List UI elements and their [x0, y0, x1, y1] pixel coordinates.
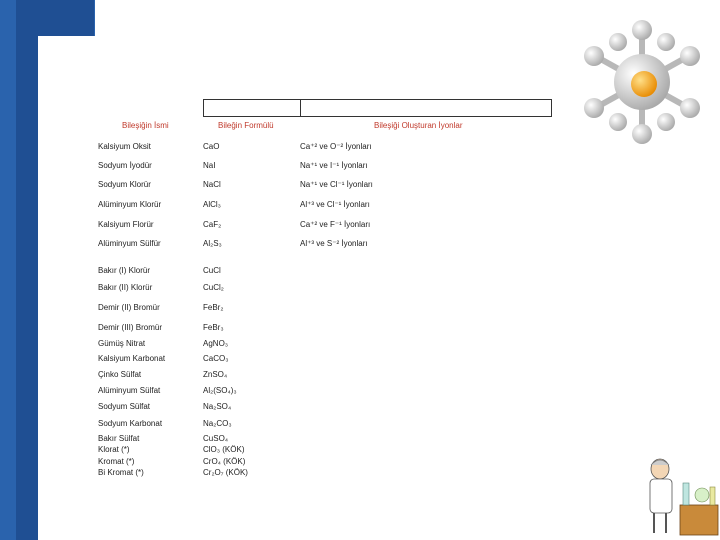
row-ions: Al⁺³ ve S⁻² İyonları: [300, 239, 368, 248]
header-compound-name: Bileşiğin İsmi: [122, 121, 169, 130]
row-formula: CuCl₂: [203, 283, 224, 292]
row-formula: CaO: [203, 142, 220, 151]
scientist-illustration: [640, 455, 720, 540]
row-name: Kalsiyum Florür: [98, 220, 154, 229]
row-formula: Na₂SO₄: [203, 402, 232, 411]
row-formula: NaI: [203, 161, 216, 170]
final-formula: CuSO₄: [203, 434, 229, 443]
table-header-divider: [300, 99, 301, 117]
row-formula: AlCl₃: [203, 200, 221, 209]
row-formula: FeBr₃: [203, 323, 224, 332]
row-formula: ZnSO₄: [203, 370, 228, 379]
row-formula: CaF₂: [203, 220, 222, 229]
final-formula: ClO₃ (KÖK): [203, 445, 245, 454]
final-formula: Cr₂O₇ (KÖK): [203, 468, 248, 477]
header-ions: Bileşiği Oluşturan İyonlar: [374, 121, 463, 130]
row-name: Alüminyum Sülfür: [98, 239, 161, 248]
final-name: Kromat (*): [98, 457, 135, 466]
row-name: Alüminyum Sülfat: [98, 386, 161, 395]
final-formula: CrO₄ (KÖK): [203, 457, 246, 466]
table-header-box: [203, 99, 552, 117]
row-formula: Na₂CO₃: [203, 419, 232, 428]
row-ions: Ca⁺² ve O⁻² İyonları: [300, 142, 372, 151]
row-name: Çinko Sülfat: [98, 370, 142, 379]
row-name: Kalsiyum Karbonat: [98, 354, 166, 363]
row-name: Gümüş Nitrat: [98, 339, 146, 348]
row-name: Demir (III) Bromür: [98, 323, 162, 332]
row-formula: CuCl: [203, 266, 221, 275]
row-formula: Al₂S₃: [203, 239, 222, 248]
row-ions: Na⁺¹ ve I⁻¹ İyonları: [300, 161, 368, 170]
row-name: Alüminyum Klorür: [98, 200, 162, 209]
row-name: Sodyum Sülfat: [98, 402, 151, 411]
row-formula: FeBr₂: [203, 303, 224, 312]
row-formula: NaCl: [203, 180, 221, 189]
row-ions: Na⁺¹ ve Cl⁻¹ İyonları: [300, 180, 373, 189]
row-name: Sodyum İyodür: [98, 161, 152, 170]
row-name: Kalsiyum Oksit: [98, 142, 151, 151]
row-name: Demir (II) Bromür: [98, 303, 160, 312]
molecule-illustration: [572, 12, 712, 152]
row-name: Sodyum Karbonat: [98, 419, 163, 428]
final-name: Bakır Sülfat: [98, 434, 140, 443]
row-ions: Al⁺³ ve Cl⁻¹ İyonları: [300, 200, 370, 209]
row-name: Bakır (I) Klorür: [98, 266, 151, 275]
row-name: Sodyum Klorür: [98, 180, 151, 189]
sidebar-panel: [38, 36, 95, 540]
final-name: Bi Kromat (*): [98, 468, 144, 477]
row-ions: Ca⁺² ve F⁻¹ İyonları: [300, 220, 371, 229]
header-formula: Bileğin Formülü: [218, 121, 274, 130]
final-name: Klorat (*): [98, 445, 130, 454]
row-formula: Al₂(SO₄)₃: [203, 386, 237, 395]
row-formula: AgNO₃: [203, 339, 229, 348]
row-formula: CaCO₃: [203, 354, 229, 363]
row-name: Bakır (II) Klorür: [98, 283, 153, 292]
